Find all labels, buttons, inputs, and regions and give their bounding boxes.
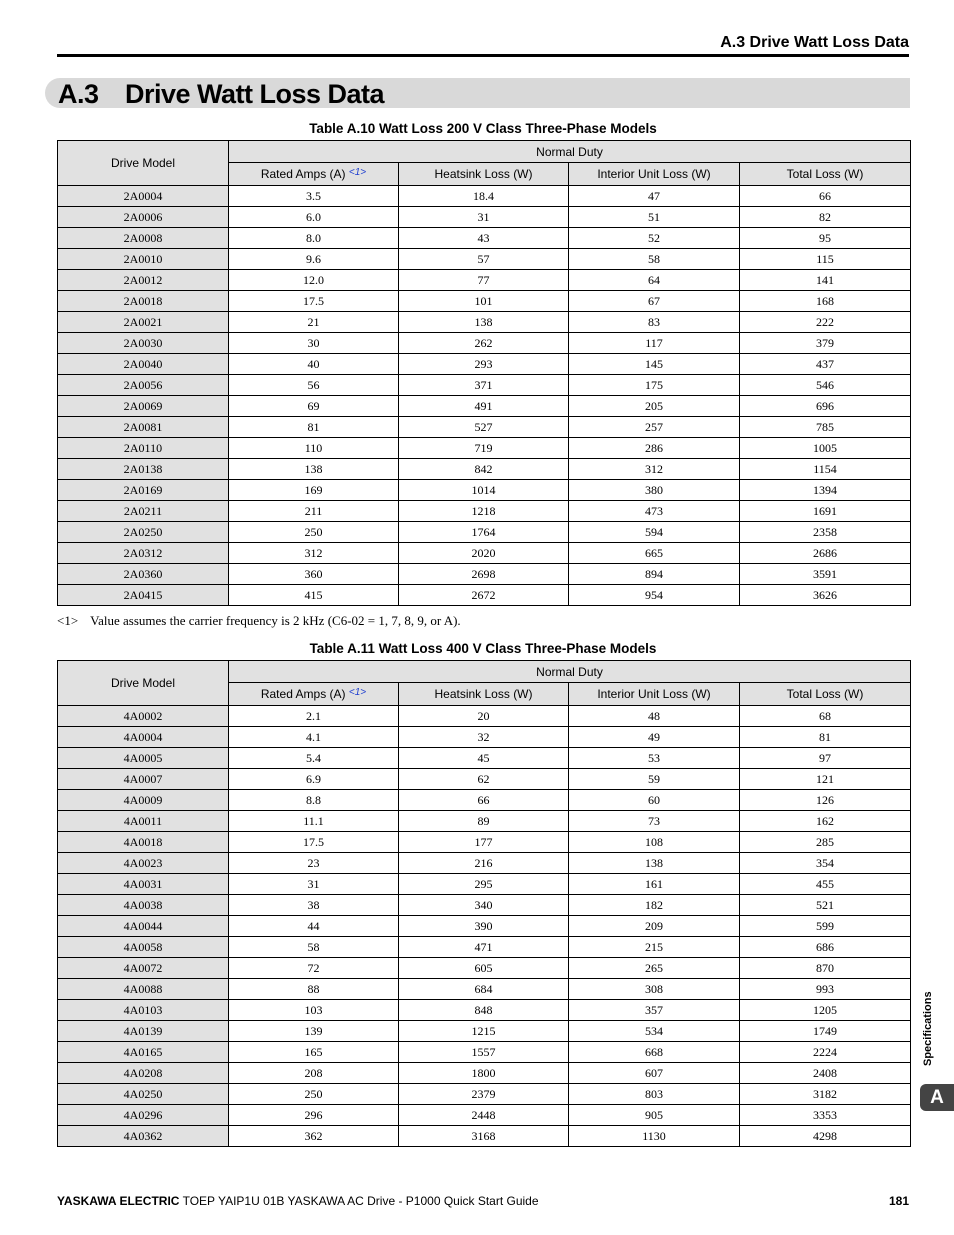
cell-interior-unit-loss: 894	[569, 564, 740, 585]
cell-interior-unit-loss: 145	[569, 354, 740, 375]
table-row	[58, 979, 911, 1000]
table-row	[58, 312, 911, 333]
cell-interior-unit-loss: 954	[569, 585, 740, 606]
table-a10-body	[58, 186, 911, 606]
cell-total-loss: 2408	[740, 1063, 911, 1084]
page-number: 181	[888, 1194, 909, 1208]
cell-drive-model: 2A0415	[58, 585, 229, 606]
table-row	[58, 270, 911, 291]
table-a10-caption: Table A.10 Watt Loss 200 V Class Three-Phase Models	[309, 121, 657, 136]
cell-heatsink-loss: 1014	[399, 480, 569, 501]
cell-total-loss: 81	[740, 727, 911, 748]
cell-interior-unit-loss: 59	[569, 769, 740, 790]
cell-total-loss: 115	[740, 249, 911, 270]
cell-rated-amps: 12.0	[229, 270, 399, 291]
cell-heatsink-loss: 2448	[399, 1105, 569, 1126]
cell-heatsink-loss: 719	[399, 438, 569, 459]
table-row	[58, 874, 911, 895]
cell-total-loss: 2358	[740, 522, 911, 543]
table-row	[58, 249, 911, 270]
cell-drive-model: 2A0004	[58, 186, 229, 207]
cell-interior-unit-loss: 60	[569, 790, 740, 811]
cell-total-loss: 3353	[740, 1105, 911, 1126]
cell-interior-unit-loss: 209	[569, 916, 740, 937]
cell-heatsink-loss: 293	[399, 354, 569, 375]
cell-interior-unit-loss: 357	[569, 1000, 740, 1021]
footer-brand: YASKAWA ELECTRIC	[57, 1194, 180, 1208]
cell-interior-unit-loss: 665	[569, 543, 740, 564]
cell-total-loss: 696	[740, 396, 911, 417]
cell-rated-amps: 362	[229, 1126, 399, 1147]
cell-heatsink-loss: 3168	[399, 1126, 569, 1147]
cell-drive-model: 2A0169	[58, 480, 229, 501]
cell-rated-amps: 250	[229, 522, 399, 543]
table-row	[58, 417, 911, 438]
table-row	[58, 748, 911, 769]
table-row	[58, 228, 911, 249]
cell-interior-unit-loss: 53	[569, 748, 740, 769]
cell-rated-amps: 8.0	[229, 228, 399, 249]
cell-drive-model: 2A0312	[58, 543, 229, 564]
table-row	[58, 396, 911, 417]
cell-heatsink-loss: 1800	[399, 1063, 569, 1084]
cell-interior-unit-loss: 380	[569, 480, 740, 501]
table-a11-caption: Table A.11 Watt Loss 400 V Class Three-Phase Models	[309, 641, 657, 656]
cell-interior-unit-loss: 51	[569, 207, 740, 228]
table-a11	[57, 660, 911, 1147]
header-rated-amps	[229, 683, 399, 706]
cell-drive-model: 4A0018	[58, 832, 229, 853]
header-interior-unit-loss: Interior Unit Loss (W)	[569, 163, 740, 186]
table-row	[58, 333, 911, 354]
cell-interior-unit-loss: 83	[569, 312, 740, 333]
cell-rated-amps: 72	[229, 958, 399, 979]
table-row	[58, 1084, 911, 1105]
cell-total-loss: 82	[740, 207, 911, 228]
cell-rated-amps: 44	[229, 916, 399, 937]
cell-drive-model: 4A0208	[58, 1063, 229, 1084]
table-row	[58, 564, 911, 585]
cell-drive-model: 2A0250	[58, 522, 229, 543]
table-row	[58, 354, 911, 375]
cell-total-loss: 2686	[740, 543, 911, 564]
cell-drive-model: 4A0296	[58, 1105, 229, 1126]
cell-rated-amps: 4.1	[229, 727, 399, 748]
cell-total-loss: 95	[740, 228, 911, 249]
cell-total-loss: 437	[740, 354, 911, 375]
cell-drive-model: 2A0010	[58, 249, 229, 270]
cell-rated-amps: 312	[229, 543, 399, 564]
table-row	[58, 186, 911, 207]
table-row	[58, 937, 911, 958]
cell-rated-amps: 211	[229, 501, 399, 522]
cell-total-loss: 993	[740, 979, 911, 1000]
cell-total-loss: 354	[740, 853, 911, 874]
cell-heatsink-loss: 45	[399, 748, 569, 769]
cell-heatsink-loss: 66	[399, 790, 569, 811]
cell-interior-unit-loss: 803	[569, 1084, 740, 1105]
table-row	[58, 790, 911, 811]
cell-interior-unit-loss: 265	[569, 958, 740, 979]
cell-drive-model: 4A0139	[58, 1021, 229, 1042]
cell-heatsink-loss: 62	[399, 769, 569, 790]
footnote-marker: <1>	[57, 613, 79, 628]
cell-interior-unit-loss: 668	[569, 1042, 740, 1063]
cell-total-loss: 97	[740, 748, 911, 769]
table-row	[58, 459, 911, 480]
cell-rated-amps: 169	[229, 480, 399, 501]
cell-rated-amps: 138	[229, 459, 399, 480]
cell-heatsink-loss: 1764	[399, 522, 569, 543]
table-row	[58, 727, 911, 748]
cell-interior-unit-loss: 312	[569, 459, 740, 480]
cell-drive-model: 2A0110	[58, 438, 229, 459]
cell-drive-model: 4A0165	[58, 1042, 229, 1063]
table-row	[58, 895, 911, 916]
table-row	[58, 522, 911, 543]
cell-total-loss: 3591	[740, 564, 911, 585]
cell-heatsink-loss: 848	[399, 1000, 569, 1021]
cell-rated-amps: 296	[229, 1105, 399, 1126]
cell-drive-model: 2A0081	[58, 417, 229, 438]
cell-rated-amps: 88	[229, 979, 399, 1000]
cell-rated-amps: 103	[229, 1000, 399, 1021]
cell-interior-unit-loss: 473	[569, 501, 740, 522]
cell-total-loss: 285	[740, 832, 911, 853]
cell-interior-unit-loss: 161	[569, 874, 740, 895]
cell-interior-unit-loss: 67	[569, 291, 740, 312]
cell-rated-amps: 208	[229, 1063, 399, 1084]
cell-heatsink-loss: 471	[399, 937, 569, 958]
cell-heatsink-loss: 2672	[399, 585, 569, 606]
running-header: A.3 Drive Watt Loss Data	[720, 34, 909, 51]
cell-rated-amps: 415	[229, 585, 399, 606]
header-rule	[57, 54, 909, 57]
table-row	[58, 1021, 911, 1042]
cell-drive-model: 2A0069	[58, 396, 229, 417]
cell-interior-unit-loss: 108	[569, 832, 740, 853]
footer-doc-title: TOEP YAIP1U 01B YASKAWA AC Drive - P1000 Quick Start Guide	[182, 1194, 539, 1208]
cell-drive-model: 4A0004	[58, 727, 229, 748]
table-row	[58, 543, 911, 564]
header-rated-amps-label: Rated Amps (A)	[260, 687, 346, 701]
cell-rated-amps: 17.5	[229, 291, 399, 312]
cell-drive-model: 4A0072	[58, 958, 229, 979]
header-rated-amps-label: Rated Amps (A)	[260, 167, 346, 181]
cell-heatsink-loss: 20	[399, 706, 569, 727]
cell-rated-amps: 17.5	[229, 832, 399, 853]
table-row	[58, 706, 911, 727]
cell-interior-unit-loss: 52	[569, 228, 740, 249]
footer-doc-info	[57, 1194, 539, 1208]
cell-heatsink-loss: 2379	[399, 1084, 569, 1105]
header-normal-duty: Normal Duty	[229, 141, 911, 163]
cell-total-loss: 870	[740, 958, 911, 979]
cell-interior-unit-loss: 594	[569, 522, 740, 543]
cell-interior-unit-loss: 64	[569, 270, 740, 291]
footnote-ref-link[interactable]: <1>	[348, 687, 367, 698]
cell-drive-model: 2A0008	[58, 228, 229, 249]
cell-drive-model: 2A0360	[58, 564, 229, 585]
side-tab-label: Specifications	[922, 991, 934, 1066]
cell-rated-amps: 6.0	[229, 207, 399, 228]
table-row	[58, 1105, 911, 1126]
cell-interior-unit-loss: 286	[569, 438, 740, 459]
cell-heatsink-loss: 684	[399, 979, 569, 1000]
cell-total-loss: 1749	[740, 1021, 911, 1042]
cell-total-loss: 686	[740, 937, 911, 958]
cell-drive-model: 4A0009	[58, 790, 229, 811]
cell-heatsink-loss: 32	[399, 727, 569, 748]
cell-heatsink-loss: 177	[399, 832, 569, 853]
cell-heatsink-loss: 101	[399, 291, 569, 312]
cell-heatsink-loss: 390	[399, 916, 569, 937]
table-a10	[57, 140, 911, 606]
cell-interior-unit-loss: 534	[569, 1021, 740, 1042]
cell-rated-amps: 38	[229, 895, 399, 916]
cell-total-loss: 68	[740, 706, 911, 727]
header-normal-duty: Normal Duty	[229, 661, 911, 683]
cell-rated-amps: 58	[229, 937, 399, 958]
cell-interior-unit-loss: 205	[569, 396, 740, 417]
cell-heatsink-loss: 43	[399, 228, 569, 249]
cell-total-loss: 3182	[740, 1084, 911, 1105]
cell-drive-model: 2A0056	[58, 375, 229, 396]
cell-heatsink-loss: 216	[399, 853, 569, 874]
cell-interior-unit-loss: 257	[569, 417, 740, 438]
cell-total-loss: 785	[740, 417, 911, 438]
cell-drive-model: 2A0138	[58, 459, 229, 480]
cell-drive-model: 2A0012	[58, 270, 229, 291]
table-row	[58, 501, 911, 522]
cell-total-loss: 168	[740, 291, 911, 312]
cell-interior-unit-loss: 48	[569, 706, 740, 727]
table-a11-body	[58, 706, 911, 1147]
cell-drive-model: 4A0002	[58, 706, 229, 727]
cell-total-loss: 455	[740, 874, 911, 895]
cell-total-loss: 379	[740, 333, 911, 354]
footnote-ref-link[interactable]: <1>	[348, 167, 367, 178]
header-total-loss: Total Loss (W)	[740, 163, 911, 186]
table-row	[58, 1126, 911, 1147]
cell-total-loss: 599	[740, 916, 911, 937]
cell-heatsink-loss: 77	[399, 270, 569, 291]
header-rated-amps	[229, 163, 399, 186]
cell-interior-unit-loss: 607	[569, 1063, 740, 1084]
cell-total-loss: 3626	[740, 585, 911, 606]
section-title: Drive Watt Loss Data	[125, 79, 385, 109]
cell-interior-unit-loss: 175	[569, 375, 740, 396]
footnote-text: Value assumes the carrier frequency is 2 kHz (C6-02 = 1, 7, 8, 9, or A).	[90, 613, 461, 628]
cell-total-loss: 1154	[740, 459, 911, 480]
cell-total-loss: 546	[740, 375, 911, 396]
cell-interior-unit-loss: 49	[569, 727, 740, 748]
cell-interior-unit-loss: 308	[569, 979, 740, 1000]
cell-interior-unit-loss: 215	[569, 937, 740, 958]
cell-heatsink-loss: 138	[399, 312, 569, 333]
cell-interior-unit-loss: 47	[569, 186, 740, 207]
cell-heatsink-loss: 89	[399, 811, 569, 832]
cell-heatsink-loss: 18.4	[399, 186, 569, 207]
table-row	[58, 585, 911, 606]
header-interior-unit-loss: Interior Unit Loss (W)	[569, 683, 740, 706]
table-row	[58, 1063, 911, 1084]
cell-heatsink-loss: 340	[399, 895, 569, 916]
cell-heatsink-loss: 527	[399, 417, 569, 438]
cell-drive-model: 2A0030	[58, 333, 229, 354]
cell-heatsink-loss: 2020	[399, 543, 569, 564]
cell-heatsink-loss: 262	[399, 333, 569, 354]
cell-drive-model: 4A0088	[58, 979, 229, 1000]
cell-total-loss: 2224	[740, 1042, 911, 1063]
cell-total-loss: 126	[740, 790, 911, 811]
cell-rated-amps: 31	[229, 874, 399, 895]
cell-rated-amps: 21	[229, 312, 399, 333]
table-row	[58, 958, 911, 979]
cell-drive-model: 4A0044	[58, 916, 229, 937]
cell-total-loss: 162	[740, 811, 911, 832]
cell-heatsink-loss: 605	[399, 958, 569, 979]
cell-rated-amps: 11.1	[229, 811, 399, 832]
cell-drive-model: 2A0040	[58, 354, 229, 375]
cell-heatsink-loss: 842	[399, 459, 569, 480]
cell-rated-amps: 30	[229, 333, 399, 354]
table-row	[58, 438, 911, 459]
chapter-tab[interactable]: A	[920, 1084, 954, 1111]
cell-drive-model: 4A0005	[58, 748, 229, 769]
cell-heatsink-loss: 371	[399, 375, 569, 396]
cell-rated-amps: 139	[229, 1021, 399, 1042]
cell-rated-amps: 8.8	[229, 790, 399, 811]
table-row	[58, 1042, 911, 1063]
table-row	[58, 853, 911, 874]
table-row	[58, 207, 911, 228]
cell-heatsink-loss: 57	[399, 249, 569, 270]
cell-drive-model: 4A0103	[58, 1000, 229, 1021]
section-banner	[45, 78, 910, 108]
cell-rated-amps: 56	[229, 375, 399, 396]
table-row	[58, 480, 911, 501]
header-heatsink-loss: Heatsink Loss (W)	[399, 683, 569, 706]
cell-rated-amps: 23	[229, 853, 399, 874]
header-total-loss: Total Loss (W)	[740, 683, 911, 706]
cell-rated-amps: 5.4	[229, 748, 399, 769]
cell-drive-model: 4A0250	[58, 1084, 229, 1105]
section-number: A.3	[58, 79, 99, 109]
table-row	[58, 375, 911, 396]
cell-rated-amps: 6.9	[229, 769, 399, 790]
cell-heatsink-loss: 1557	[399, 1042, 569, 1063]
table-row	[58, 916, 911, 937]
cell-rated-amps: 9.6	[229, 249, 399, 270]
cell-heatsink-loss: 2698	[399, 564, 569, 585]
cell-heatsink-loss: 491	[399, 396, 569, 417]
cell-drive-model: 4A0011	[58, 811, 229, 832]
cell-rated-amps: 165	[229, 1042, 399, 1063]
cell-total-loss: 1005	[740, 438, 911, 459]
cell-total-loss: 66	[740, 186, 911, 207]
cell-total-loss: 521	[740, 895, 911, 916]
cell-drive-model: 2A0006	[58, 207, 229, 228]
table-row	[58, 291, 911, 312]
cell-drive-model: 4A0038	[58, 895, 229, 916]
cell-rated-amps: 3.5	[229, 186, 399, 207]
header-heatsink-loss: Heatsink Loss (W)	[399, 163, 569, 186]
cell-drive-model: 4A0031	[58, 874, 229, 895]
cell-total-loss: 121	[740, 769, 911, 790]
cell-total-loss: 1205	[740, 1000, 911, 1021]
header-drive-model: Drive Model	[58, 141, 229, 186]
cell-rated-amps: 40	[229, 354, 399, 375]
cell-heatsink-loss: 1215	[399, 1021, 569, 1042]
header-drive-model: Drive Model	[58, 661, 229, 706]
table-row	[58, 811, 911, 832]
cell-interior-unit-loss: 182	[569, 895, 740, 916]
cell-total-loss: 4298	[740, 1126, 911, 1147]
cell-heatsink-loss: 31	[399, 207, 569, 228]
cell-drive-model: 4A0007	[58, 769, 229, 790]
cell-interior-unit-loss: 1130	[569, 1126, 740, 1147]
cell-drive-model: 4A0023	[58, 853, 229, 874]
cell-rated-amps: 110	[229, 438, 399, 459]
cell-interior-unit-loss: 905	[569, 1105, 740, 1126]
cell-drive-model: 2A0211	[58, 501, 229, 522]
cell-total-loss: 1394	[740, 480, 911, 501]
table-row	[58, 832, 911, 853]
cell-rated-amps: 2.1	[229, 706, 399, 727]
cell-heatsink-loss: 295	[399, 874, 569, 895]
cell-rated-amps: 360	[229, 564, 399, 585]
cell-rated-amps: 69	[229, 396, 399, 417]
cell-interior-unit-loss: 58	[569, 249, 740, 270]
cell-rated-amps: 250	[229, 1084, 399, 1105]
cell-heatsink-loss: 1218	[399, 501, 569, 522]
cell-total-loss: 222	[740, 312, 911, 333]
cell-rated-amps: 81	[229, 417, 399, 438]
table-row	[58, 1000, 911, 1021]
cell-total-loss: 1691	[740, 501, 911, 522]
cell-drive-model: 2A0021	[58, 312, 229, 333]
cell-interior-unit-loss: 117	[569, 333, 740, 354]
cell-drive-model: 2A0018	[58, 291, 229, 312]
cell-interior-unit-loss: 73	[569, 811, 740, 832]
table-row	[58, 769, 911, 790]
cell-drive-model: 4A0362	[58, 1126, 229, 1147]
cell-drive-model: 4A0058	[58, 937, 229, 958]
cell-total-loss: 141	[740, 270, 911, 291]
cell-interior-unit-loss: 138	[569, 853, 740, 874]
footnote	[57, 613, 461, 629]
